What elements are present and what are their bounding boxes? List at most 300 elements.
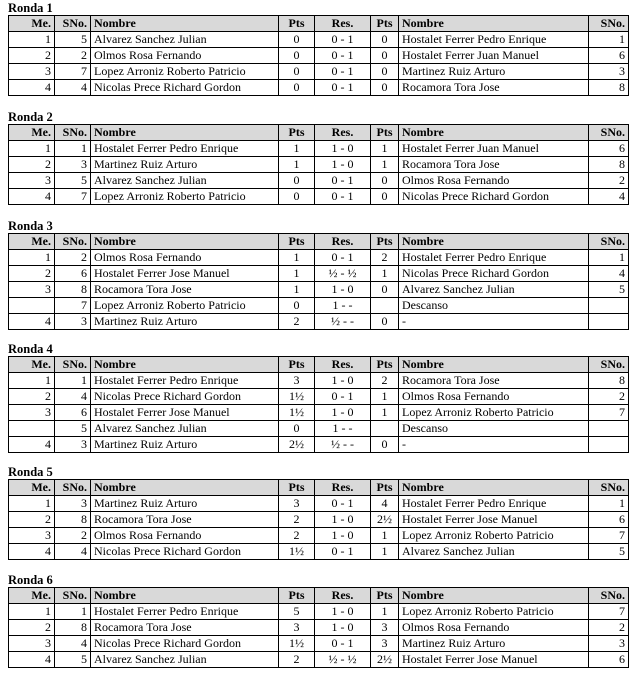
black-player-name-cell: Hostalet Ferrer Jose Manuel bbox=[399, 652, 589, 668]
white-player-name-cell: Alvarez Sanchez Julian bbox=[91, 421, 279, 437]
black-points-cell: 3 bbox=[371, 636, 399, 652]
start-number-cell: 3 bbox=[55, 496, 91, 512]
start-number-2-cell bbox=[589, 421, 629, 437]
board-number-cell: 2 bbox=[9, 157, 55, 173]
round-1 bbox=[8, 1, 628, 96]
result-cell: 1 - 0 bbox=[315, 282, 371, 298]
start-number-cell: 8 bbox=[55, 282, 91, 298]
column-header-board-number: Me. bbox=[9, 16, 55, 32]
start-number-2-cell: 6 bbox=[589, 512, 629, 528]
white-points-cell: 1 bbox=[279, 250, 315, 266]
white-points-cell: 2½ bbox=[279, 437, 315, 453]
header-row bbox=[9, 357, 629, 373]
black-player-name-cell: Alvarez Sanchez Julian bbox=[399, 544, 589, 560]
start-number-cell: 1 bbox=[55, 604, 91, 620]
white-player-name-cell: Rocamora Tora Jose bbox=[91, 282, 279, 298]
white-points-cell: 2 bbox=[279, 528, 315, 544]
result-cell: 1 - 0 bbox=[315, 620, 371, 636]
white-player-name-cell: Olmos Rosa Fernando bbox=[91, 48, 279, 64]
table-row bbox=[9, 512, 629, 528]
white-points-cell: 2 bbox=[279, 314, 315, 330]
start-number-cell: 2 bbox=[55, 48, 91, 64]
result-cell: 0 - 1 bbox=[315, 64, 371, 80]
table-row bbox=[9, 141, 629, 157]
black-player-name-cell: Martinez Ruiz Arturo bbox=[399, 64, 589, 80]
black-player-name-cell: Olmos Rosa Fernando bbox=[399, 173, 589, 189]
column-header-black-points: Pts bbox=[371, 480, 399, 496]
result-cell: ½ - - bbox=[315, 437, 371, 453]
start-number-cell: 5 bbox=[55, 652, 91, 668]
white-player-name-cell: Hostalet Ferrer Pedro Enrique bbox=[91, 604, 279, 620]
start-number-cell: 6 bbox=[55, 405, 91, 421]
black-points-cell: 0 bbox=[371, 437, 399, 453]
white-points-cell: 1 bbox=[279, 282, 315, 298]
white-player-name-cell: Martinez Ruiz Arturo bbox=[91, 314, 279, 330]
board-number-cell: 4 bbox=[9, 652, 55, 668]
column-header-white-player-name: Nombre bbox=[91, 588, 279, 604]
column-header-white-player-name: Nombre bbox=[91, 234, 279, 250]
white-player-name-cell: Olmos Rosa Fernando bbox=[91, 250, 279, 266]
table-row bbox=[9, 544, 629, 560]
start-number-2-cell: 2 bbox=[589, 620, 629, 636]
header-row bbox=[9, 125, 629, 141]
table-row bbox=[9, 373, 629, 389]
result-cell: 0 - 1 bbox=[315, 544, 371, 560]
board-number-cell bbox=[9, 298, 55, 314]
white-points-cell: 0 bbox=[279, 80, 315, 96]
white-points-cell: 0 bbox=[279, 48, 315, 64]
header-row bbox=[9, 234, 629, 250]
board-number-cell: 2 bbox=[9, 512, 55, 528]
start-number-2-cell bbox=[589, 314, 629, 330]
table-row bbox=[9, 314, 629, 330]
black-player-name-cell: - bbox=[399, 437, 589, 453]
table-row bbox=[9, 421, 629, 437]
board-number-cell: 1 bbox=[9, 32, 55, 48]
start-number-cell: 7 bbox=[55, 298, 91, 314]
black-player-name-cell: - bbox=[399, 314, 589, 330]
black-player-name-cell: Rocamora Tora Jose bbox=[399, 80, 589, 96]
round-title: Ronda 3 bbox=[8, 219, 53, 233]
result-cell: 0 - 1 bbox=[315, 48, 371, 64]
black-player-name-cell: Hostalet Ferrer Pedro Enrique bbox=[399, 32, 589, 48]
board-number-cell: 2 bbox=[9, 620, 55, 636]
column-header-white-points: Pts bbox=[279, 588, 315, 604]
black-player-name-cell: Olmos Rosa Fernando bbox=[399, 620, 589, 636]
start-number-2-cell: 1 bbox=[589, 32, 629, 48]
result-cell: ½ - - bbox=[315, 314, 371, 330]
start-number-cell: 2 bbox=[55, 528, 91, 544]
black-points-cell: 1 bbox=[371, 604, 399, 620]
start-number-cell: 3 bbox=[55, 314, 91, 330]
column-header-black-player-name: Nombre bbox=[399, 125, 589, 141]
start-number-cell: 8 bbox=[55, 512, 91, 528]
table-row bbox=[9, 266, 629, 282]
result-cell: 1 - - bbox=[315, 298, 371, 314]
black-points-cell: 2½ bbox=[371, 652, 399, 668]
column-header-black-points: Pts bbox=[371, 588, 399, 604]
result-cell: 0 - 1 bbox=[315, 189, 371, 205]
board-number-cell: 3 bbox=[9, 173, 55, 189]
start-number-2-cell bbox=[589, 437, 629, 453]
black-player-name-cell: Nicolas Prece Richard Gordon bbox=[399, 266, 589, 282]
board-number-cell: 1 bbox=[9, 141, 55, 157]
white-points-cell: 0 bbox=[279, 421, 315, 437]
white-points-cell: 1½ bbox=[279, 405, 315, 421]
white-points-cell: 2 bbox=[279, 512, 315, 528]
start-number-2-cell: 7 bbox=[589, 528, 629, 544]
column-header-black-player-name: Nombre bbox=[399, 16, 589, 32]
column-header-start-number: SNo. bbox=[55, 234, 91, 250]
column-header-start-number: SNo. bbox=[55, 16, 91, 32]
table-row bbox=[9, 48, 629, 64]
result-cell: 1 - 0 bbox=[315, 528, 371, 544]
white-player-name-cell: Lopez Arroniz Roberto Patricio bbox=[91, 298, 279, 314]
white-points-cell: 5 bbox=[279, 604, 315, 620]
column-header-black-points: Pts bbox=[371, 357, 399, 373]
table-row bbox=[9, 32, 629, 48]
white-player-name-cell: Hostalet Ferrer Jose Manuel bbox=[91, 405, 279, 421]
black-player-name-cell: Lopez Arroniz Roberto Patricio bbox=[399, 604, 589, 620]
white-player-name-cell: Hostalet Ferrer Pedro Enrique bbox=[91, 373, 279, 389]
board-number-cell: 2 bbox=[9, 266, 55, 282]
black-player-name-cell: Alvarez Sanchez Julian bbox=[399, 282, 589, 298]
board-number-cell: 1 bbox=[9, 496, 55, 512]
board-number-cell: 2 bbox=[9, 48, 55, 64]
column-header-black-player-name: Nombre bbox=[399, 588, 589, 604]
black-points-cell: 1 bbox=[371, 405, 399, 421]
column-header-result: Res. bbox=[315, 588, 371, 604]
white-player-name-cell: Martinez Ruiz Arturo bbox=[91, 496, 279, 512]
column-header-result: Res. bbox=[315, 16, 371, 32]
result-cell: 0 - 1 bbox=[315, 32, 371, 48]
white-points-cell: 0 bbox=[279, 64, 315, 80]
round-6 bbox=[8, 573, 628, 668]
table-row bbox=[9, 389, 629, 405]
result-cell: 1 - 0 bbox=[315, 141, 371, 157]
black-player-name-cell: Rocamora Tora Jose bbox=[399, 373, 589, 389]
start-number-cell: 5 bbox=[55, 32, 91, 48]
black-points-cell: 0 bbox=[371, 189, 399, 205]
column-header-white-player-name: Nombre bbox=[91, 480, 279, 496]
white-points-cell: 0 bbox=[279, 298, 315, 314]
start-number-2-cell: 7 bbox=[589, 405, 629, 421]
pairings-table bbox=[8, 587, 629, 668]
white-points-cell: 1½ bbox=[279, 389, 315, 405]
board-number-cell: 4 bbox=[9, 437, 55, 453]
white-points-cell: 2 bbox=[279, 652, 315, 668]
round-4 bbox=[8, 342, 628, 453]
board-number-cell: 4 bbox=[9, 314, 55, 330]
result-cell: ½ - ½ bbox=[315, 266, 371, 282]
table-row bbox=[9, 189, 629, 205]
table-row bbox=[9, 652, 629, 668]
white-player-name-cell: Rocamora Tora Jose bbox=[91, 620, 279, 636]
start-number-2-cell: 1 bbox=[589, 496, 629, 512]
black-points-cell: 4 bbox=[371, 496, 399, 512]
start-number-2-cell: 3 bbox=[589, 64, 629, 80]
pairings-table bbox=[8, 124, 629, 205]
start-number-cell: 2 bbox=[55, 250, 91, 266]
start-number-2-cell: 4 bbox=[589, 189, 629, 205]
white-player-name-cell: Martinez Ruiz Arturo bbox=[91, 157, 279, 173]
table-row bbox=[9, 282, 629, 298]
round-title: Ronda 1 bbox=[8, 1, 53, 15]
column-header-result: Res. bbox=[315, 125, 371, 141]
white-player-name-cell: Nicolas Prece Richard Gordon bbox=[91, 389, 279, 405]
column-header-black-player-name: Nombre bbox=[399, 234, 589, 250]
result-cell: 0 - 1 bbox=[315, 496, 371, 512]
white-points-cell: 1 bbox=[279, 266, 315, 282]
black-points-cell: 0 bbox=[371, 80, 399, 96]
black-points-cell bbox=[371, 298, 399, 314]
board-number-cell: 1 bbox=[9, 250, 55, 266]
black-points-cell: 1 bbox=[371, 141, 399, 157]
start-number-2-cell: 1 bbox=[589, 250, 629, 266]
white-player-name-cell: Rocamora Tora Jose bbox=[91, 512, 279, 528]
result-cell: 0 - 1 bbox=[315, 250, 371, 266]
black-points-cell: 2½ bbox=[371, 512, 399, 528]
start-number-cell: 7 bbox=[55, 189, 91, 205]
table-row bbox=[9, 173, 629, 189]
round-2 bbox=[8, 110, 628, 205]
result-cell: 1 - 0 bbox=[315, 604, 371, 620]
black-player-name-cell: Hostalet Ferrer Jose Manuel bbox=[399, 512, 589, 528]
column-header-white-player-name: Nombre bbox=[91, 357, 279, 373]
black-player-name-cell: Lopez Arroniz Roberto Patricio bbox=[399, 528, 589, 544]
black-points-cell: 0 bbox=[371, 48, 399, 64]
result-cell: 1 - 0 bbox=[315, 405, 371, 421]
white-points-cell: 3 bbox=[279, 496, 315, 512]
round-3 bbox=[8, 219, 628, 330]
black-player-name-cell: Hostalet Ferrer Juan Manuel bbox=[399, 141, 589, 157]
black-points-cell bbox=[371, 421, 399, 437]
black-points-cell: 0 bbox=[371, 282, 399, 298]
black-player-name-cell: Martinez Ruiz Arturo bbox=[399, 636, 589, 652]
start-number-cell: 4 bbox=[55, 80, 91, 96]
black-points-cell: 0 bbox=[371, 173, 399, 189]
start-number-cell: 3 bbox=[55, 157, 91, 173]
black-points-cell: 2 bbox=[371, 373, 399, 389]
black-points-cell: 0 bbox=[371, 314, 399, 330]
column-header-white-points: Pts bbox=[279, 234, 315, 250]
column-header-start-number-2: SNo. bbox=[589, 16, 629, 32]
pairings-table bbox=[8, 233, 629, 330]
result-cell: 0 - 1 bbox=[315, 80, 371, 96]
black-points-cell: 3 bbox=[371, 620, 399, 636]
black-points-cell: 2 bbox=[371, 250, 399, 266]
white-player-name-cell: Alvarez Sanchez Julian bbox=[91, 173, 279, 189]
board-number-cell: 2 bbox=[9, 389, 55, 405]
black-player-name-cell: Descanso bbox=[399, 298, 589, 314]
board-number-cell: 1 bbox=[9, 373, 55, 389]
black-points-cell: 0 bbox=[371, 64, 399, 80]
column-header-result: Res. bbox=[315, 480, 371, 496]
start-number-2-cell: 8 bbox=[589, 373, 629, 389]
start-number-2-cell: 2 bbox=[589, 389, 629, 405]
start-number-cell: 4 bbox=[55, 544, 91, 560]
white-points-cell: 1½ bbox=[279, 544, 315, 560]
column-header-black-points: Pts bbox=[371, 234, 399, 250]
white-player-name-cell: Nicolas Prece Richard Gordon bbox=[91, 636, 279, 652]
start-number-2-cell: 6 bbox=[589, 652, 629, 668]
result-cell: 0 - 1 bbox=[315, 173, 371, 189]
column-header-board-number: Me. bbox=[9, 125, 55, 141]
white-points-cell: 3 bbox=[279, 373, 315, 389]
black-player-name-cell: Lopez Arroniz Roberto Patricio bbox=[399, 405, 589, 421]
start-number-2-cell: 8 bbox=[589, 157, 629, 173]
board-number-cell: 1 bbox=[9, 604, 55, 620]
table-row bbox=[9, 636, 629, 652]
column-header-start-number: SNo. bbox=[55, 357, 91, 373]
column-header-white-points: Pts bbox=[279, 480, 315, 496]
column-header-white-player-name: Nombre bbox=[91, 16, 279, 32]
result-cell: 1 - 0 bbox=[315, 373, 371, 389]
column-header-board-number: Me. bbox=[9, 588, 55, 604]
result-cell: 1 - - bbox=[315, 421, 371, 437]
start-number-2-cell: 5 bbox=[589, 282, 629, 298]
column-header-start-number: SNo. bbox=[55, 588, 91, 604]
white-player-name-cell: Olmos Rosa Fernando bbox=[91, 528, 279, 544]
white-player-name-cell: Nicolas Prece Richard Gordon bbox=[91, 544, 279, 560]
board-number-cell: 4 bbox=[9, 189, 55, 205]
start-number-2-cell: 6 bbox=[589, 48, 629, 64]
column-header-start-number: SNo. bbox=[55, 125, 91, 141]
white-points-cell: 1½ bbox=[279, 636, 315, 652]
column-header-start-number-2: SNo. bbox=[589, 357, 629, 373]
table-row bbox=[9, 496, 629, 512]
black-points-cell: 1 bbox=[371, 528, 399, 544]
white-points-cell: 0 bbox=[279, 173, 315, 189]
black-points-cell: 0 bbox=[371, 32, 399, 48]
black-points-cell: 1 bbox=[371, 389, 399, 405]
column-header-black-points: Pts bbox=[371, 16, 399, 32]
column-header-black-player-name: Nombre bbox=[399, 480, 589, 496]
black-points-cell: 1 bbox=[371, 266, 399, 282]
black-player-name-cell: Rocamora Tora Jose bbox=[399, 157, 589, 173]
table-row bbox=[9, 157, 629, 173]
result-cell: ½ - ½ bbox=[315, 652, 371, 668]
column-header-white-points: Pts bbox=[279, 357, 315, 373]
table-row bbox=[9, 437, 629, 453]
black-player-name-cell: Hostalet Ferrer Pedro Enrique bbox=[399, 496, 589, 512]
start-number-2-cell: 2 bbox=[589, 173, 629, 189]
round-title: Ronda 6 bbox=[8, 573, 53, 587]
start-number-cell: 1 bbox=[55, 373, 91, 389]
start-number-cell: 7 bbox=[55, 64, 91, 80]
table-row bbox=[9, 298, 629, 314]
table-row bbox=[9, 64, 629, 80]
round-title: Ronda 5 bbox=[8, 465, 53, 479]
start-number-cell: 5 bbox=[55, 421, 91, 437]
round-title: Ronda 2 bbox=[8, 110, 53, 124]
column-header-result: Res. bbox=[315, 234, 371, 250]
white-points-cell: 3 bbox=[279, 620, 315, 636]
start-number-cell: 4 bbox=[55, 636, 91, 652]
column-header-white-points: Pts bbox=[279, 16, 315, 32]
result-cell: 0 - 1 bbox=[315, 389, 371, 405]
black-player-name-cell: Descanso bbox=[399, 421, 589, 437]
white-points-cell: 0 bbox=[279, 32, 315, 48]
round-title: Ronda 4 bbox=[8, 342, 53, 356]
board-number-cell: 3 bbox=[9, 64, 55, 80]
white-points-cell: 0 bbox=[279, 189, 315, 205]
board-number-cell: 3 bbox=[9, 282, 55, 298]
black-points-cell: 1 bbox=[371, 544, 399, 560]
header-row bbox=[9, 16, 629, 32]
column-header-start-number: SNo. bbox=[55, 480, 91, 496]
result-cell: 1 - 0 bbox=[315, 157, 371, 173]
round-5 bbox=[8, 465, 628, 560]
table-row bbox=[9, 620, 629, 636]
column-header-white-points: Pts bbox=[279, 125, 315, 141]
start-number-cell: 1 bbox=[55, 141, 91, 157]
start-number-2-cell: 7 bbox=[589, 604, 629, 620]
start-number-cell: 8 bbox=[55, 620, 91, 636]
start-number-cell: 3 bbox=[55, 437, 91, 453]
table-row bbox=[9, 80, 629, 96]
pairings-table bbox=[8, 356, 629, 453]
black-player-name-cell: Olmos Rosa Fernando bbox=[399, 389, 589, 405]
pairings-table bbox=[8, 479, 629, 560]
white-player-name-cell: Hostalet Ferrer Pedro Enrique bbox=[91, 141, 279, 157]
column-header-black-player-name: Nombre bbox=[399, 357, 589, 373]
column-header-start-number-2: SNo. bbox=[589, 234, 629, 250]
white-points-cell: 1 bbox=[279, 157, 315, 173]
table-row bbox=[9, 528, 629, 544]
board-number-cell: 3 bbox=[9, 636, 55, 652]
start-number-2-cell: 3 bbox=[589, 636, 629, 652]
board-number-cell bbox=[9, 421, 55, 437]
white-player-name-cell: Nicolas Prece Richard Gordon bbox=[91, 80, 279, 96]
white-player-name-cell: Lopez Arroniz Roberto Patricio bbox=[91, 189, 279, 205]
white-player-name-cell: Lopez Arroniz Roberto Patricio bbox=[91, 64, 279, 80]
black-player-name-cell: Hostalet Ferrer Pedro Enrique bbox=[399, 250, 589, 266]
board-number-cell: 4 bbox=[9, 80, 55, 96]
start-number-2-cell bbox=[589, 298, 629, 314]
table-row bbox=[9, 604, 629, 620]
table-row bbox=[9, 405, 629, 421]
pairings-table bbox=[8, 15, 629, 96]
start-number-cell: 5 bbox=[55, 173, 91, 189]
column-header-start-number-2: SNo. bbox=[589, 588, 629, 604]
white-player-name-cell: Alvarez Sanchez Julian bbox=[91, 32, 279, 48]
white-player-name-cell: Hostalet Ferrer Jose Manuel bbox=[91, 266, 279, 282]
column-header-start-number-2: SNo. bbox=[589, 480, 629, 496]
board-number-cell: 3 bbox=[9, 528, 55, 544]
board-number-cell: 4 bbox=[9, 544, 55, 560]
column-header-board-number: Me. bbox=[9, 480, 55, 496]
header-row bbox=[9, 480, 629, 496]
column-header-start-number-2: SNo. bbox=[589, 125, 629, 141]
black-player-name-cell: Nicolas Prece Richard Gordon bbox=[399, 189, 589, 205]
table-row bbox=[9, 250, 629, 266]
result-cell: 1 - 0 bbox=[315, 512, 371, 528]
start-number-2-cell: 6 bbox=[589, 141, 629, 157]
column-header-result: Res. bbox=[315, 357, 371, 373]
white-player-name-cell: Alvarez Sanchez Julian bbox=[91, 652, 279, 668]
start-number-2-cell: 8 bbox=[589, 80, 629, 96]
start-number-cell: 6 bbox=[55, 266, 91, 282]
start-number-2-cell: 5 bbox=[589, 544, 629, 560]
start-number-2-cell: 4 bbox=[589, 266, 629, 282]
result-cell: 0 - 1 bbox=[315, 636, 371, 652]
black-player-name-cell: Hostalet Ferrer Juan Manuel bbox=[399, 48, 589, 64]
board-number-cell: 3 bbox=[9, 405, 55, 421]
start-number-cell: 4 bbox=[55, 389, 91, 405]
white-player-name-cell: Martinez Ruiz Arturo bbox=[91, 437, 279, 453]
column-header-white-player-name: Nombre bbox=[91, 125, 279, 141]
